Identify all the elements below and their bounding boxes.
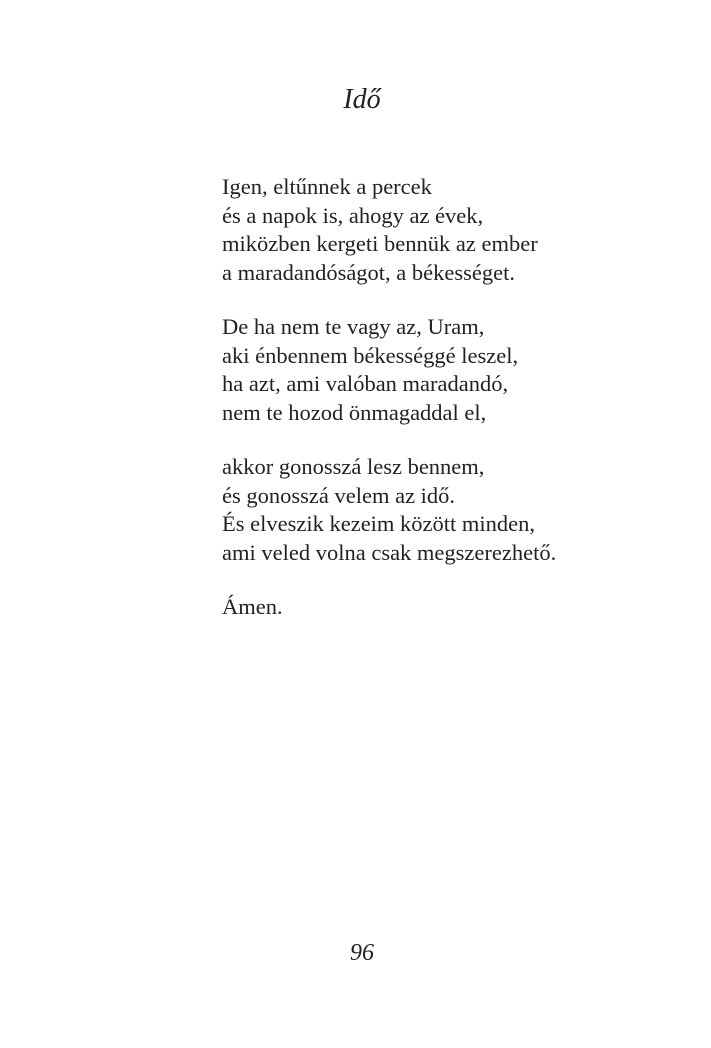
poem-line: nem te hozod önmagaddal el,	[222, 399, 487, 425]
stanza	[222, 593, 692, 622]
poem-body	[222, 173, 692, 648]
poem-line: Igen, eltűnnek a percek	[222, 174, 432, 199]
poem-line: ami veled volna csak megszerezhető.	[222, 539, 557, 565]
poem-line: akkor gonosszá lesz bennem,	[222, 454, 485, 479]
poem-line: Ámen.	[222, 594, 283, 619]
poem-line: aki énbennem békességgé leszel,	[222, 342, 519, 368]
stanza	[222, 173, 692, 287]
poem-line: és gonosszá velem az idő.	[222, 482, 456, 508]
stanza	[222, 313, 692, 427]
poem-line: a maradandóságot, a békességet.	[222, 259, 516, 285]
poem-line: ha azt, ami valóban maradandó,	[222, 371, 509, 396]
poem-line: miközben kergeti bennük az ember	[222, 231, 538, 256]
poem-title: Idő	[343, 84, 381, 115]
stanza	[222, 453, 692, 567]
page-number: 96	[350, 940, 374, 966]
poem-line: De ha nem te vagy az, Uram,	[222, 314, 485, 339]
poem-line: és a napok is, ahogy az évek,	[222, 202, 484, 228]
poem-line: És elveszik kezeim között minden,	[222, 511, 536, 536]
